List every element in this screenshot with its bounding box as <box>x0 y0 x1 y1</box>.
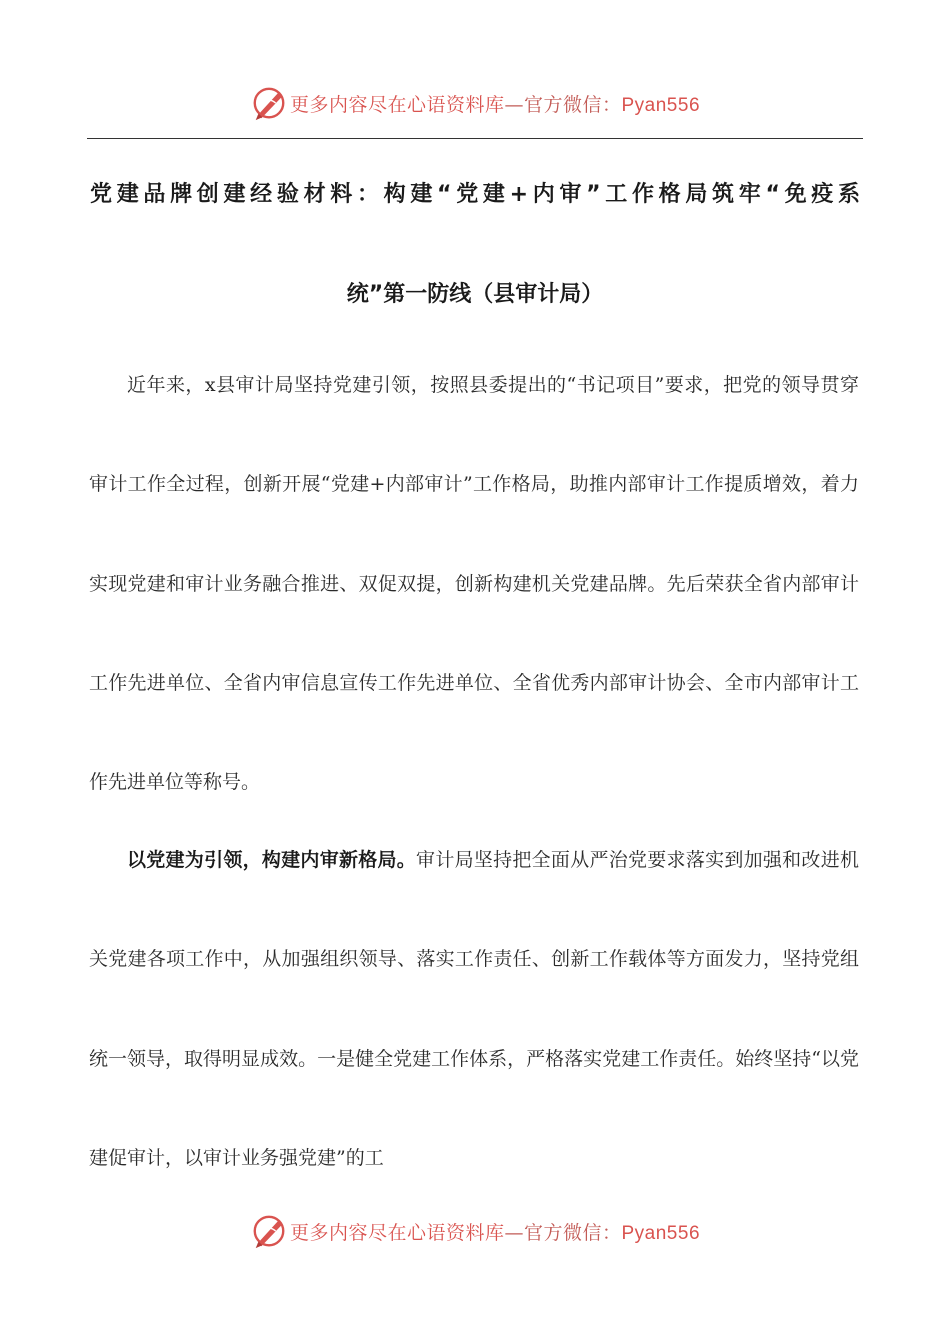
banner-separator-text: —官方微信： <box>504 93 622 116</box>
header-divider <box>87 138 863 139</box>
paragraph-2-lead-heading: 以党建为引领，构建内审新格局。 <box>127 849 417 871</box>
document-title-line-1: 党建品牌创建经验材料：构建“党建+内审”工作格局筑牢“免疫系 <box>90 182 860 207</box>
header-banner-text <box>290 90 700 117</box>
document-title-line-2: 统”第一防线（县审计局） <box>346 282 604 307</box>
banner-separator-text: —官方微信： <box>504 1221 622 1244</box>
wechat-id: Pyan556 <box>621 1222 701 1244</box>
wechat-id: Pyan556 <box>621 94 701 116</box>
body-paragraph-1 <box>89 336 859 832</box>
paragraph-1-text: 近年来，x县审计局坚持党建引领，按照县委提出的“书记项目”要求，把党的领导贯穿审计工作全过程，创新开展“党建+内部审计”工作格局，助推内部审计工作提质增效，着力实现党建和审计业务融合推进、双促双提，创新构建机关党建品牌。先后荣获全省内部审计工作先进单位、全省内审信息宣传工作先进单位、全省优秀内部审计协会、全市内部审计工作先进单位等称号。 <box>89 374 859 794</box>
banner-main-text: 更多内容尽在心语资料库 <box>289 93 505 116</box>
header-banner <box>0 83 950 123</box>
pen-logo-icon <box>250 84 288 122</box>
banner-main-text: 更多内容尽在心语资料库 <box>289 1221 505 1244</box>
paragraph-2-text: 审计局坚持把全面从严治党要求落实到加强和改进机关党建各项工作中，从加强组织领导、落实工作责任、创新工作载体等方面发力，坚持党组统一领导，取得明显成效。一是健全党建工作体系，严格落实党建工作责任。始终坚持“以党建促审计，以审计业务强党建”的工 <box>89 849 859 1169</box>
body-paragraph-2 <box>89 811 859 1208</box>
pen-logo-icon <box>250 1212 288 1250</box>
footer-banner <box>0 1211 950 1251</box>
footer-banner-text <box>290 1218 700 1245</box>
